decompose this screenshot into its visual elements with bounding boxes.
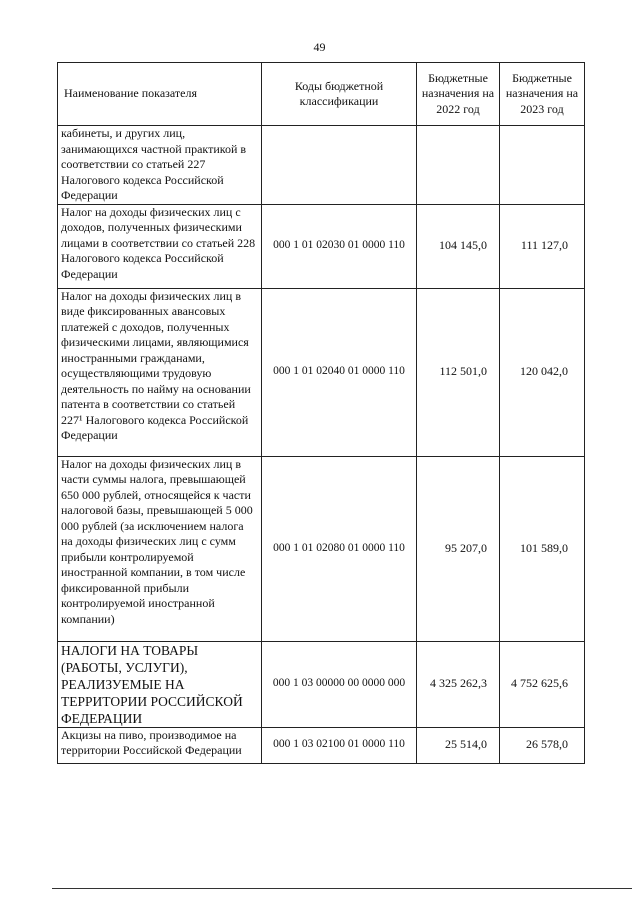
budget-2023-cell: 120 042,0 <box>500 288 585 456</box>
budget-2022-cell: 95 207,0 <box>417 456 500 641</box>
budget-2022-cell: 112 501,0 <box>417 288 500 456</box>
budget-2023-cell: 26 578,0 <box>500 727 585 763</box>
header-budget-2023: Бюджетные назначения на 2023 год <box>500 63 585 126</box>
classification-code-cell: 000 1 01 02030 01 0000 110 <box>262 204 417 288</box>
indicator-name-cell: Акцизы на пиво, производимое на территории Российской Федерации <box>58 727 262 763</box>
table-row <box>58 456 585 641</box>
classification-code-cell <box>262 126 417 205</box>
budget-2022-cell <box>417 126 500 205</box>
table-row <box>58 204 585 288</box>
table-row <box>58 727 585 763</box>
indicator-name-cell: кабинеты, и других лиц, занимающихся частной практикой в соответствии со статьей 227 Налогового кодекса Российской Федерации <box>58 126 262 205</box>
classification-code-cell: 000 1 03 02100 01 0000 110 <box>262 727 417 763</box>
indicator-name-cell: Налог на доходы физических лиц в части суммы налога, превышающей 650 000 рублей, относящейся к части налоговой базы, превышающей 5 000 000 рублей (за исключением налога на доходы физических лиц с сумм прибыли контролируемой иностранной компании, в том числе фиксированной прибыли контролируемой иностранной компании) <box>58 456 262 641</box>
indicator-name-cell: Налог на доходы физических лиц в виде фиксированных авансовых платежей с доходов, полученных физическими лицами, являющимися иностранными гражданами, осуществляющими трудовую деятельность по найму на основании патента в соответствии со статьей 227¹ Налогового кодекса Российской Федерации <box>58 288 262 456</box>
budget-2022-cell: 25 514,0 <box>417 727 500 763</box>
header-indicator-name: Наименование показателя <box>58 63 262 126</box>
table-row <box>58 126 585 205</box>
classification-code-cell: 000 1 01 02080 01 0000 110 <box>262 456 417 641</box>
table-header-row <box>58 63 585 126</box>
budget-2023-cell <box>500 126 585 205</box>
budget-2023-cell: 101 589,0 <box>500 456 585 641</box>
budget-2022-cell: 4 325 262,3 <box>417 641 500 727</box>
budget-2023-cell: 111 127,0 <box>500 204 585 288</box>
table-row <box>58 288 585 456</box>
header-classification-codes: Коды бюджетной классификации <box>262 63 417 126</box>
header-budget-2022: Бюджетные назначения на 2022 год <box>417 63 500 126</box>
classification-code-cell: 000 1 03 00000 00 0000 000 <box>262 641 417 727</box>
budget-2022-cell: 104 145,0 <box>417 204 500 288</box>
budget-2023-cell: 4 752 625,6 <box>500 641 585 727</box>
table-row <box>58 641 585 727</box>
indicator-name-cell: НАЛОГИ НА ТОВАРЫ (РАБОТЫ, УСЛУГИ), РЕАЛИЗУЕМЫЕ НА ТЕРРИТОРИИ РОССИЙСКОЙ ФЕДЕРАЦИИ <box>58 641 262 727</box>
classification-code-cell: 000 1 01 02040 01 0000 110 <box>262 288 417 456</box>
page-number: 49 <box>313 40 326 54</box>
indicator-name-cell: Налог на доходы физических лиц с доходов, полученных физическими лицами в соответствии со статьей 228 Налогового кодекса Российской Федерации <box>58 204 262 288</box>
page-bottom-rule <box>52 888 632 889</box>
budget-revenue-table <box>57 62 585 764</box>
